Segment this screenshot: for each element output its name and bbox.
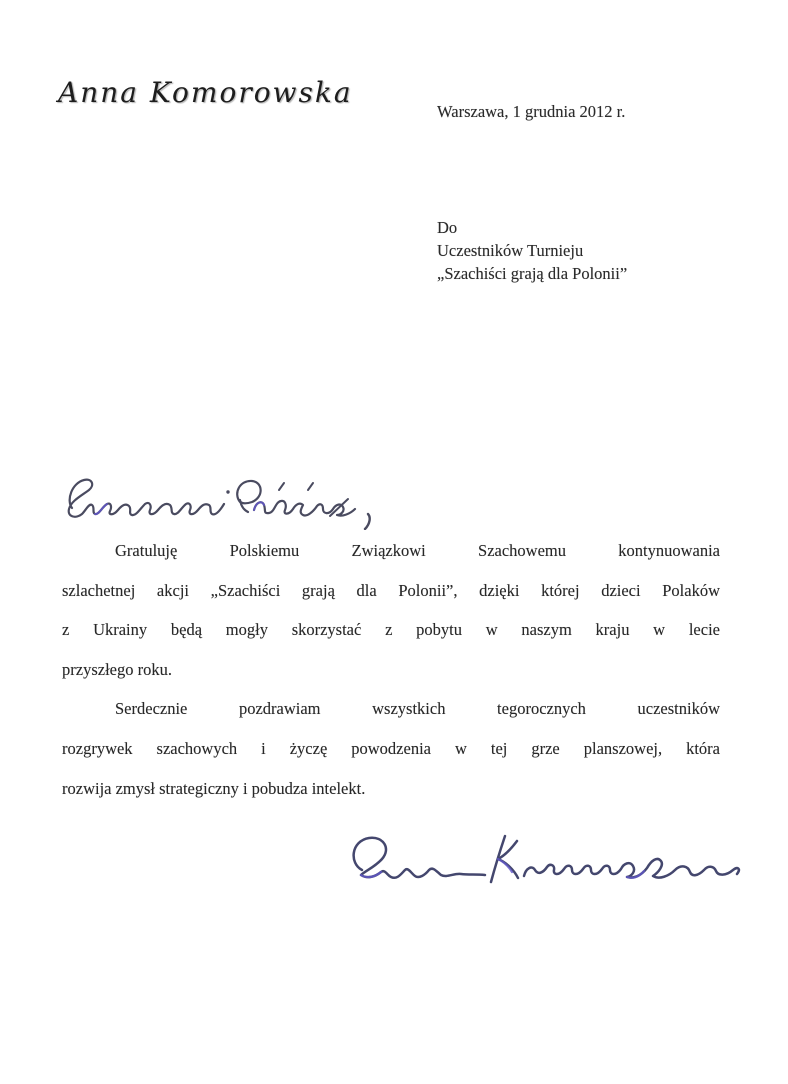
body-line: rozgrywek szachowych i życzę powodzenia w tej grze planszowej, która — [62, 738, 720, 758]
recipient-block — [437, 216, 627, 285]
body-line: z Ukrainy będą mogły skorzystać z pobytu w naszym kraju w lecie — [62, 620, 720, 640]
signature-handwriting — [336, 826, 744, 906]
recipient-line-do: Do — [437, 218, 458, 237]
body-line: szlachetnej akcji „Szachiści grają dla Polonii”, dzięki której dzieci Polaków — [62, 580, 720, 600]
letter-body — [62, 531, 720, 808]
letterhead-name: Anna Komorowska — [58, 76, 353, 109]
recipient-line-tournament: Uczestników Turnieju — [437, 241, 584, 260]
body-line: przyszłego roku. — [62, 659, 172, 679]
salutation-handwriting — [62, 472, 382, 530]
date-line: Warszawa, 1 grudnia 2012 r. — [437, 102, 626, 121]
recipient-line-event-name: „Szachiści grają dla Polonii” — [437, 264, 628, 283]
body-line: rozwija zmysł strategiczny i pobudza intelekt. — [62, 778, 366, 798]
paragraph-1 — [62, 531, 720, 689]
body-line: Gratuluję Polskiemu Związkowi Szachowemu kontynuowania — [115, 541, 720, 560]
body-line: Serdecznie pozdrawiam wszystkich tegorocznych uczestników — [115, 699, 720, 719]
paragraph-2 — [62, 689, 720, 808]
